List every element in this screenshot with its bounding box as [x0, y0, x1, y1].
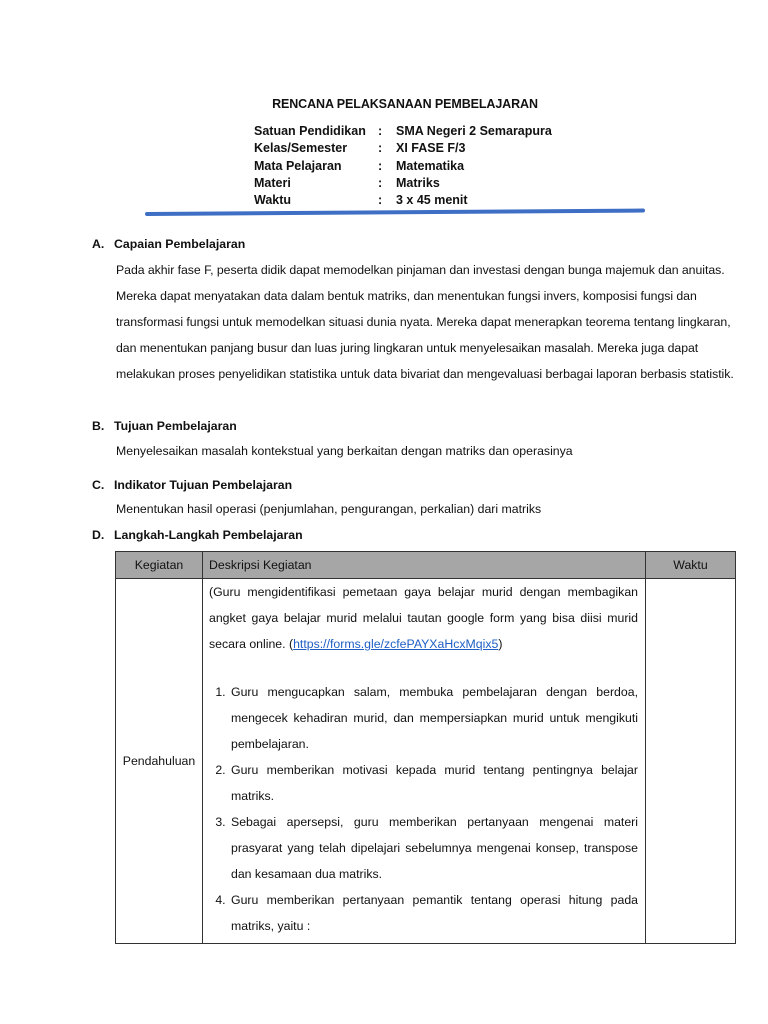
meta-value: XI FASE F/3	[396, 141, 466, 156]
table-header-row	[116, 552, 736, 579]
activity-steps	[209, 679, 638, 939]
section-heading	[92, 417, 752, 435]
intro-text: (Guru mengidentifikasi pemetaan gaya belajar murid dengan membagikan angket gaya belajar murid melalui tautan google form yang bisa diisi murid secara online. (	[209, 585, 638, 651]
section-heading	[92, 526, 752, 544]
section-title: Langkah-Langkah Pembelajaran	[114, 528, 303, 542]
meta-colon: :	[378, 141, 383, 156]
table-row	[116, 579, 736, 944]
meta-label: Materi	[254, 175, 291, 190]
learning-steps-table	[115, 551, 736, 944]
meta-colon: :	[378, 124, 383, 138]
column-header-kegiatan: Kegiatan	[116, 552, 203, 579]
header-divider	[145, 209, 645, 216]
section-letter: B.	[92, 419, 105, 433]
cell-kegiatan: Pendahuluan	[116, 579, 203, 944]
meta-row-waktu	[254, 192, 552, 209]
section-letter: A.	[92, 237, 105, 251]
section-heading	[92, 476, 752, 494]
list-item: 2. Guru memberikan motivasi kepada murid tentang pentingnya belajar matriks.	[229, 757, 638, 809]
section-body: Menyelesaikan masalah kontekstual yang berkaitan dengan matriks dan operasinya	[116, 444, 573, 458]
section-capaian	[92, 235, 752, 387]
column-header-waktu: Waktu	[646, 552, 736, 579]
document-title: RENCANA PELAKSANAAN PEMBELAJARAN	[272, 97, 538, 111]
section-indikator	[92, 476, 752, 518]
meta-value: 3 x 45 menit	[396, 193, 468, 208]
meta-row-materi	[254, 175, 552, 192]
section-langkah	[92, 526, 752, 544]
column-header-deskripsi: Deskripsi Kegiatan	[203, 552, 646, 579]
meta-row-satuan	[254, 123, 552, 140]
meta-colon: :	[378, 158, 383, 173]
google-form-link[interactable]: https://forms.gle/zcfePAYXaHcxMqix5	[293, 637, 499, 651]
cell-waktu	[646, 579, 736, 944]
section-body: Menentukan hasil operasi (penjumlahan, pengurangan, perkalian) dari matriks	[116, 502, 542, 516]
cell-deskripsi	[203, 579, 646, 944]
section-letter: D.	[92, 528, 105, 542]
meta-value: Matriks	[396, 175, 440, 190]
meta-row-kelas	[254, 140, 552, 157]
section-tujuan	[92, 417, 752, 460]
section-heading	[92, 235, 752, 253]
section-title: Indikator Tujuan Pembelajaran	[114, 478, 293, 492]
section-body: Pada akhir fase F, peserta didik dapat memodelkan pinjaman dan investasi dengan bunga majemuk dan anuitas. Mereka dapat menyatakan data dalam bentuk matriks, dan menentukan fungsi invers, komposisi fungsi dan transformasi fungsi untuk memodelkan situasi dunia nyata. Mereka dapat menerapkan teorema tentang lingkaran, dan menentukan panjang busur dan luas juring lingkaran untuk menyelesaikan masalah. Mereka juga dapat melakukan proses penyelidikan statistika untuk data bivariat dan mengevaluasi berbagai laporan berbasis statistik.	[116, 263, 734, 381]
meta-row-mapel	[254, 158, 552, 175]
meta-label: Kelas/Semester	[254, 141, 348, 156]
meta-label: Mata Pelajaran	[254, 158, 342, 173]
list-item: 1. Guru mengucapkan salam, membuka pembelajaran dengan berdoa, mengecek kehadiran murid, dan mempersiapkan murid untuk mengikuti pembelajaran.	[229, 679, 638, 757]
section-letter: C.	[92, 478, 105, 492]
meta-colon: :	[378, 193, 383, 208]
section-title: Capaian Pembelajaran	[114, 237, 246, 251]
meta-label: Satuan Pendidikan	[254, 124, 366, 138]
section-title: Tujuan Pembelajaran	[114, 419, 237, 433]
meta-label: Waktu	[254, 193, 292, 208]
meta-value: SMA Negeri 2 Semarapura	[396, 124, 552, 138]
meta-value: Matematika	[396, 158, 465, 173]
activity-intro	[209, 579, 638, 657]
intro-close: )	[498, 637, 503, 651]
meta-colon: :	[378, 175, 383, 190]
list-item: 3. Sebagai apersepsi, guru memberikan pertanyaan mengenai materi prasyarat yang telah dipelajari sebelumnya mengenai konsep, transpose dan kesamaan dua matriks.	[229, 809, 638, 887]
document-meta	[254, 123, 552, 209]
list-item: 4. Guru memberikan pertanyaan pemantik tentang operasi hitung pada matriks, yaitu :	[229, 887, 638, 939]
